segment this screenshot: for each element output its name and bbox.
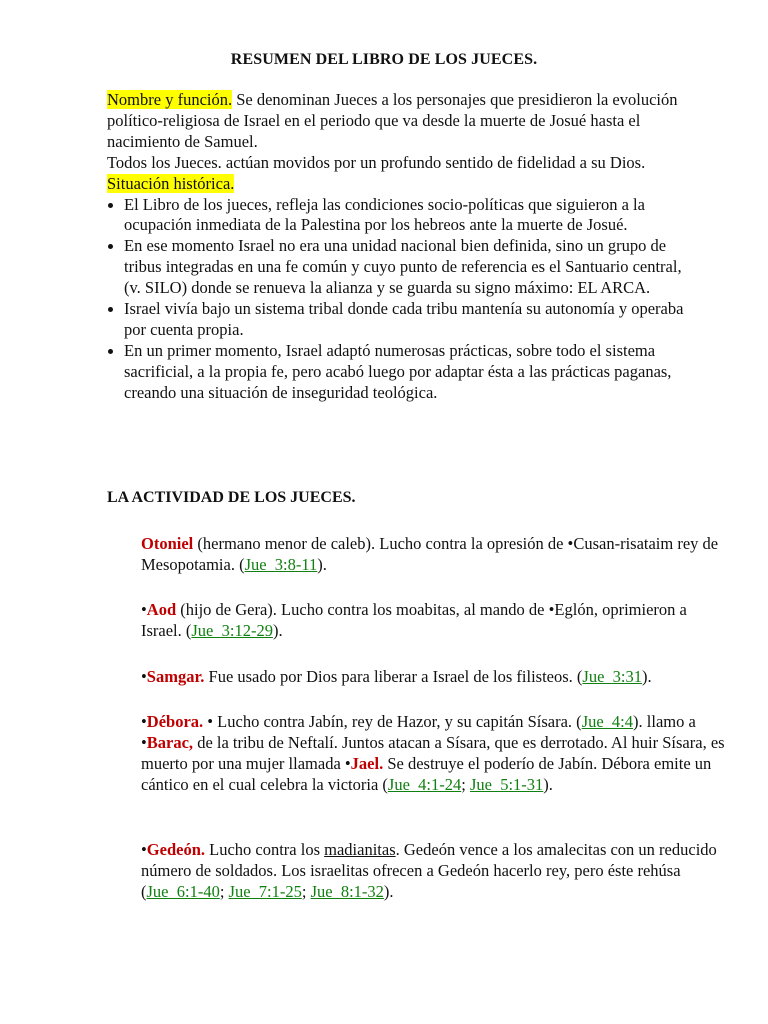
fidelity-paragraph: Todos los Jueces. actúan movidos por un profundo sentido de fidelidad a su Dios. [107,152,646,172]
judge-entry-otoniel: Otoniel (hermano menor de caleb). Lucho contra la opresión de •Cusan-risataim rey de Mesopotamia. (Jue_3:8-11). [141,534,719,574]
judge-name-aod: Aod [146,600,177,619]
highlight-situacion-historica: Situación histórica. [107,173,235,193]
scripture-link[interactable]: Jue_6:1-40 [146,882,220,901]
bullet-item: En un primer momento, Israel adaptó numerosas prácticas, sobre todo el sistema sacrificial, a la propia fe, pero acabó luego por adaptar ésta a las prácticas paganas, creando una situación de inseguridad teológica. [107,341,687,404]
judge-entry-debora: •Débora. • Lucho contra Jabín, rey de Hazor, y su capitán Sísara. (Jue_4:4). llamo a •Barac, de la tribu de Neftalí. Juntos atacan a Sísara, que es derrotado. Al huir Sísara, es muerto por una mujer llamada •Jael. Se destruye el poderío de Jabín. Débora emite un cántico en el cual celebra la victoria (Jue_4:1-24; Jue_5:1-31). [141,712,725,794]
judge-entry-aod: •Aod (hijo de Gera). Lucho contra los moabitas, al mando de •Eglón, oprimieron a Israel. (Jue_3:12-29). [141,600,687,640]
judge-entry-samgar: •Samgar. Fue usado por Dios para liberar a Israel de los filisteos. (Jue_3:31). [141,667,652,686]
judge-name-gedeon: Gedeón. [146,840,205,859]
judge-name-debora: Débora. [146,712,204,731]
underlined-madianitas: madianitas [324,840,396,859]
section-heading-actividad: LA ACTIVIDAD DE LOS JUECES. [107,489,356,506]
situation-label-paragraph [107,174,687,195]
scripture-link[interactable]: Jue_3:8-11 [244,555,318,574]
document-title: RESUMEN DEL LIBRO DE LOS JUECES. [230,51,538,68]
scripture-link[interactable]: Jue_4:1-24 [387,775,462,794]
judge-name-barac: Barac, [146,733,194,752]
scripture-link[interactable]: Jue_8:1-32 [310,882,384,901]
historical-bullet-list [107,195,687,404]
scripture-link[interactable]: Jue_5:1-31 [469,775,544,794]
intro-paragraph [107,90,687,153]
intro-text: Se denominan Jueces a los personajes que presidieron la evolución político-religiosa de Israel en el periodo que va desde la muerte de Josué hasta el nacimiento de Samuel. [107,90,678,151]
judge-name-jael: Jael. [350,754,384,773]
scripture-link[interactable]: Jue_4:4 [581,712,634,731]
intro-section [107,90,687,404]
scripture-link[interactable]: Jue_7:1-25 [228,882,302,901]
scripture-link[interactable]: Jue_3:12-29 [191,621,273,640]
bullet-item: Israel vivía bajo un sistema tribal donde cada tribu mantenía su autonomía y operaba por cuenta propia. [107,299,687,341]
scripture-link[interactable]: Jue_3:31 [582,667,643,686]
judge-name-otoniel: Otoniel [141,534,194,553]
bullet-item: En ese momento Israel no era una unidad nacional bien definida, sino un grupo de tribus integradas en una fe común y cuyo punto de referencia es el Santuario central, (v. SILO) donde se renueva la alianza y se guarda su signo máximo: EL ARCA. [107,236,687,299]
bullet-item: El Libro de los jueces, refleja las condiciones socio-políticas que siguieron a la ocupación inmediata de la Palestina por los hebreos ante la muerte de Josué. [107,195,687,237]
judge-name-samgar: Samgar. [146,667,205,686]
highlight-nombre-funcion: Nombre y función. [107,90,233,109]
judge-entry-gedeon: •Gedeón. Lucho contra los madianitas. Gedeón vence a los amalecitas con un reducido número de soldados. Los israelitas ofrecen a Gedeón hacerlo rey, pero éste rehúsa (Jue_6:1-40; Jue_7:1-25; Jue_8:1-32). [141,840,717,901]
